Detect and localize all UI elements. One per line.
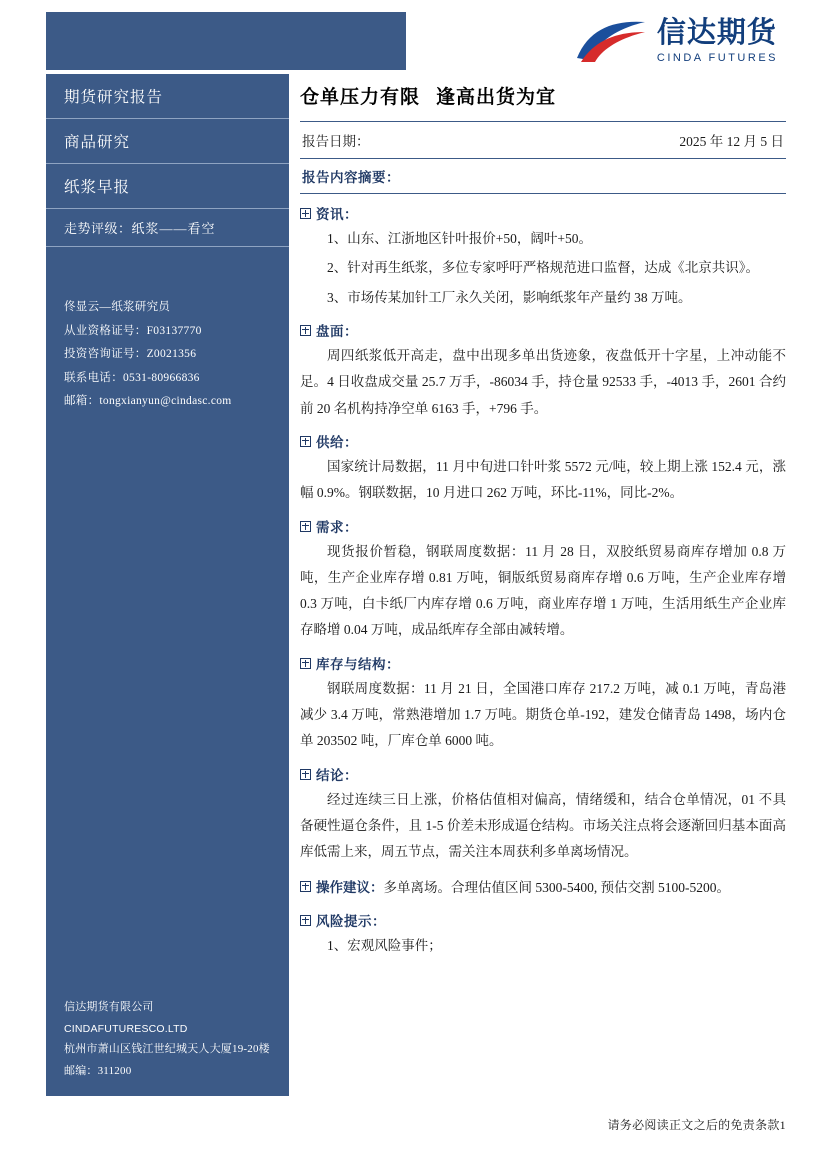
- title-part-2: 逢高出货为宜: [436, 87, 557, 108]
- section-inventory: [300, 653, 786, 755]
- disclaimer-note: 请务必阅读正文之后的免责条款1: [607, 1118, 786, 1132]
- report-date-row: [300, 122, 786, 159]
- trend-rating-value: 纸浆——看空: [131, 221, 216, 236]
- trend-rating-label: 走势评级：: [64, 221, 132, 236]
- section-market-title: 盘面：: [316, 323, 358, 339]
- sidebar-item-pulp-morning-report[interactable]: 纸浆早报: [46, 164, 289, 209]
- analyst-name: 佟显云—纸浆研究员: [64, 301, 171, 313]
- analyst-qualification: 从业资格证号：F03137770: [64, 324, 202, 337]
- section-inventory-title: 库存与结构：: [316, 656, 400, 672]
- section-inventory-text: 钢联周度数据：11 月 21 日，全国港口库存 217.2 万吨，减 0.1 万吨，青岛港减少 3.4 万吨，常熟港增加 1.7 万吨。期货仓单-192，建发仓储青岛 1498，场内仓单 203502 吨，厂库仓单 6000 吨。: [300, 680, 786, 749]
- section-conclusion-text: 经过连续三日上涨，价格估值相对偏高，情绪缓和，结合仓单情况，01 不具备硬性逼仓条件，且 1-5 价差未形成逼仓结构。市场关注点将会逐渐回归基本面高库低需上来，周五节点，需关注本周获利多单离场情况。: [300, 791, 786, 860]
- expand-plus-icon[interactable]: [300, 436, 311, 447]
- expand-plus-icon[interactable]: [300, 521, 311, 532]
- section-demand-title: 需求：: [316, 519, 358, 535]
- brand-name-cn: 信达期货: [656, 16, 777, 49]
- section-risk-header: [300, 910, 786, 930]
- expand-plus-icon[interactable]: [300, 658, 311, 669]
- news-item-1: 1、山东、江浙地区针叶报价+50，阔叶+50。: [327, 231, 592, 246]
- section-market: [300, 320, 786, 422]
- section-news-header: [300, 203, 786, 223]
- section-market-header: [300, 320, 786, 340]
- section-demand-text: 现货报价暂稳，钢联周度数据：11 月 28 日，双胶纸贸易商库存增加 0.8 万吨，生产企业库存增 0.81 万吨，铜版纸贸易商库存增 0.6 万吨，生产企业库存增 0.3 万吨，白卡纸厂内库存增 0.6 万吨，商业库存增 1 万吨，生活用纸生产企业库存略增 0.04 万吨，成品纸库存全部由减转增。: [300, 543, 786, 638]
- section-suggestion-text: 多单离场。合理估值区间 5300-5400, 预估交割 5100-5200。: [383, 879, 730, 895]
- analyst-consulting-no: 投资咨询证号：Z0021356: [64, 348, 197, 361]
- section-news: [300, 203, 786, 311]
- sidebar-trend-rating: [46, 209, 289, 247]
- brand-name-en: CINDA FUTURES: [656, 51, 778, 64]
- company-name-cn: 信达期货有限公司: [64, 1001, 154, 1014]
- sidebar-item-commodity-research[interactable]: 商品研究: [46, 119, 289, 164]
- expand-plus-icon[interactable]: [300, 208, 311, 219]
- news-item-2: 2、针对再生纸浆，多位专家呼吁严格规范进口监督，达成《北京共识》。: [327, 260, 759, 276]
- section-suggestion: [300, 875, 786, 901]
- section-risk: [300, 910, 786, 959]
- company-address: 杭州市萧山区钱江世纪城天人大厦19-20楼: [64, 1043, 270, 1056]
- section-market-text: 周四纸浆低开高走，盘中出现多单出货迹象，夜盘低开十字星，上冲动能不足。4 日收盘成交量 25.7 万手，-86034 手，持仓量 92533 手，-4013 手，2601 合约前 20 名机构持净空单 6163 手，+796 手。: [300, 347, 786, 416]
- page-title: [300, 74, 786, 121]
- title-part-1: 仓单压力有限: [300, 87, 421, 108]
- analyst-contact-block: [64, 296, 275, 414]
- analyst-phone: 联系电话：0531-80966836: [64, 371, 200, 384]
- section-demand-header: [300, 516, 786, 536]
- summary-header: 报告内容摘要：: [300, 159, 786, 194]
- company-postcode: 邮编：311200: [64, 1064, 132, 1077]
- section-news-title: 资讯：: [316, 207, 358, 222]
- section-supply-header: [300, 431, 786, 451]
- company-footer-block: [64, 997, 279, 1082]
- section-suggestion-title: 操作建议：: [316, 879, 384, 895]
- sidebar-item-research-report[interactable]: 期货研究报告: [46, 74, 289, 119]
- report-date-value: 2025 年 12 月 5 日: [679, 134, 784, 149]
- risk-item-1: 1、宏观风险事件；: [327, 937, 442, 953]
- section-conclusion: [300, 764, 786, 866]
- section-conclusion-title: 结论：: [316, 767, 358, 783]
- section-supply: [300, 431, 786, 507]
- section-risk-title: 风险提示：: [316, 913, 386, 929]
- company-name-en: CINDAFUTURESCO.LTD: [64, 1022, 188, 1035]
- expand-plus-icon[interactable]: [300, 881, 311, 892]
- expand-plus-icon[interactable]: [300, 769, 311, 780]
- cinda-swoosh-icon: [575, 18, 647, 64]
- section-demand: [300, 516, 786, 644]
- section-supply-title: 供给：: [316, 434, 358, 450]
- news-item-3: 3、市场传某加针工厂永久关闭，影响纸浆年产量约 38 万吨。: [327, 289, 692, 305]
- analyst-email: 邮箱：tongxianyun@cindasc.com: [64, 395, 232, 408]
- section-conclusion-header: [300, 764, 786, 784]
- sidebar: [46, 74, 289, 1096]
- expand-plus-icon[interactable]: [300, 325, 311, 336]
- brand-logo: [406, 12, 786, 70]
- report-content: [300, 74, 786, 959]
- header-band: [46, 12, 786, 70]
- section-inventory-header: [300, 653, 786, 673]
- section-supply-text: 国家统计局数据，11 月中旬进口针叶浆 5572 元/吨，较上期上涨 152.4 元，涨幅 0.9%。钢联数据，10 月进口 262 万吨，环比-11%，同比-2%。: [300, 458, 786, 501]
- expand-plus-icon[interactable]: [300, 915, 311, 926]
- report-date-label: 报告日期：: [302, 134, 370, 149]
